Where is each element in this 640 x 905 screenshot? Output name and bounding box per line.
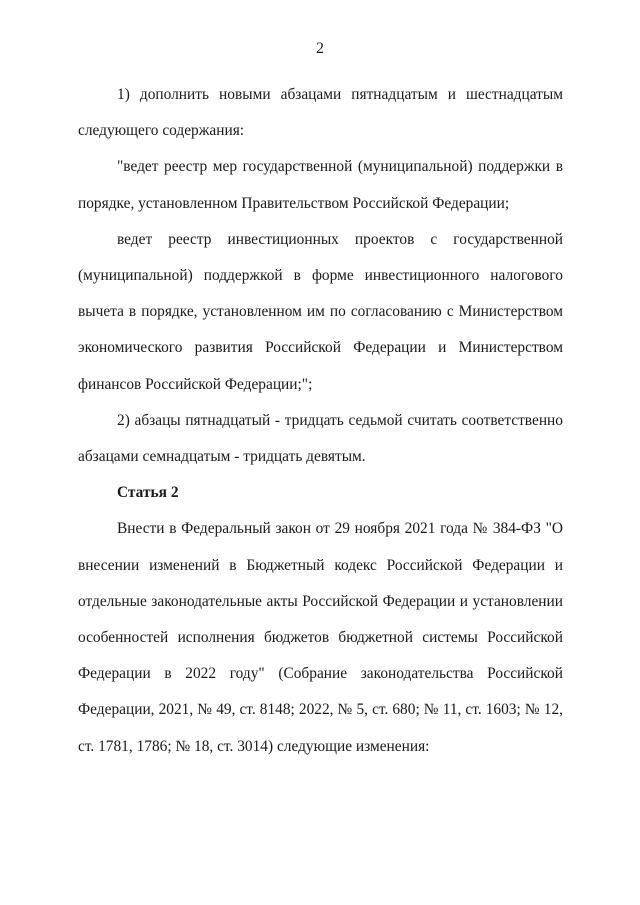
page-number: 2 <box>316 40 324 57</box>
article-heading: Статья 2 <box>117 484 179 502</box>
quoted-paragraph-registry-projects: ведет реестр инвестиционных проектов с государственной (муниципальной) поддержкой в форме инвестиционного налогового вычета в порядке, установленном им по согласованию с Министерством экономического развития Российской Федерации и Министерством финансов Российской Федерации;"; <box>78 230 563 393</box>
amendment-item-2: 2) абзацы пятнадцатый - тридцать седьмой считать соответственно абзацами семнадцатым - тридцать девятым. <box>78 411 563 466</box>
amendment-item-1: 1) дополнить новыми абзацами пятнадцатым и шестнадцатым следующего содержания: <box>78 86 563 140</box>
quoted-paragraph-registry-measures: "ведет реестр мер государственной (муниципальной) поддержки в порядке, установленном Правительством Российской Федерации; <box>78 158 563 212</box>
document-body <box>78 77 563 765</box>
article-2-paragraph: Внести в Федеральный закон от 29 ноября 2021 года № 384-ФЗ "О внесении изменений в Бюджетный кодекс Российской Федерации и отдельные законодательные акты Российской Федерации и установлении особенностей исполнения бюджетов бюджетной системы Российской Федерации в 2022 году" (Собрание законодательства Российской Федерации, 2021, № 49, ст. 8148; 2022, № 5, ст. 680; № 11, ст. 1603; № 12, ст. 1781, 1786; № 18, ст. 3014) следующие изменения: <box>78 520 563 755</box>
